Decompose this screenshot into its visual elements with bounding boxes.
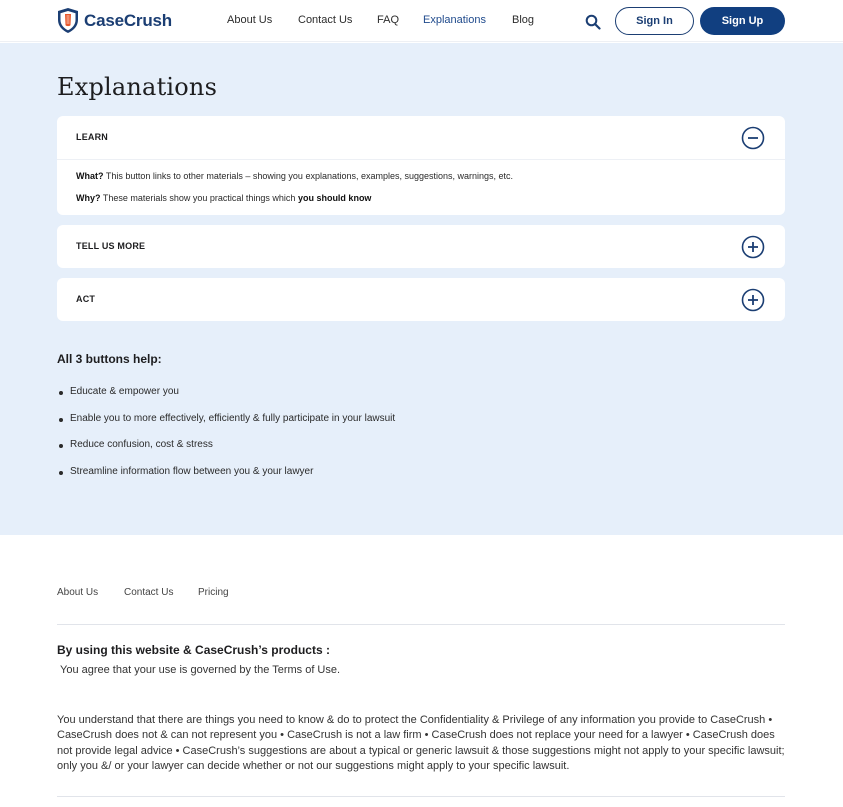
accordion-act-header[interactable] [57,278,785,321]
why-label: Why? [76,193,101,203]
footer-divider-bottom [57,796,785,797]
accordion-learn-header[interactable] [57,116,785,159]
accordion-tell-us-more-label: TELL US MORE [76,241,146,251]
list-item: Reduce confusion, cost & stress [57,439,395,466]
accordion-act-label: ACT [76,294,96,304]
brand-name: CaseCrush [84,10,172,30]
nav-contact-us[interactable]: Contact Us [298,14,353,26]
accordion-learn [57,116,785,215]
sign-up-button[interactable]: Sign Up [700,7,785,35]
nav-about-us[interactable]: About Us [227,14,273,26]
footer-link-pricing[interactable]: Pricing [198,587,229,598]
why-text: These materials show you practical things which [100,193,298,203]
list-item: Enable you to more effectively, efficiently & fully participate in your lawsuit [57,413,395,440]
accordion-act[interactable] [57,278,785,321]
brand-logo[interactable] [57,7,172,34]
help-list [57,386,395,492]
accordion-learn-label: LEARN [76,132,108,142]
nav-faq[interactable]: FAQ [377,14,400,26]
shield-logo-icon [57,7,79,34]
nav-explanations[interactable]: Explanations [423,14,486,26]
what-text: This button links to other materials – showing you explanations, examples, suggestions, warnings, etc. [103,171,514,181]
footer-divider [57,624,785,625]
footer-link-contact-us[interactable]: Contact Us [124,587,174,598]
minus-circle-icon[interactable] [741,126,765,150]
search-icon[interactable] [585,14,601,30]
disclaimer-paragraph: You understand that there are things you need to know & do to protect the Confidentiality & Privilege of any information you provide to CaseCrush • CaseCrush does not & can not represent you • CaseCrush is not a law firm • CaseCrush does not replace your need for a lawyer • CaseCrush does not provide legal advice • CaseCrush’s suggestions are about a typical or generic lawsuit & those suggestions might not apply to your specific lawsuit; only you &/ or your lawyer can decide whether or not our suggestions might apply to your specific lawsuit. [57,714,785,773]
help-title: All 3 buttons help: [57,352,162,366]
site-footer [0,535,843,807]
list-item: Educate & empower you [57,386,395,413]
what-line [76,171,766,182]
list-item: Streamline information flow between you & your lawyer [57,466,395,493]
sign-in-button[interactable]: Sign In [615,7,694,35]
why-line [76,193,766,204]
page-title: Explanations [57,73,218,101]
footer-link-about-us[interactable]: About Us [57,587,99,598]
why-emphasis: you should know [297,193,372,203]
plus-circle-icon[interactable] [741,235,765,259]
terms-agreement: You agree that your use is governed by the Terms of Use. [60,664,341,676]
accordion-tell-us-more[interactable] [57,225,785,268]
accordion-tell-us-more-header[interactable] [57,225,785,268]
footer-heading: By using this website & CaseCrush’s products : [57,643,330,657]
accordion-learn-body [57,159,785,215]
main-content [0,43,843,535]
plus-circle-icon[interactable] [741,288,765,312]
nav-blog[interactable]: Blog [512,14,535,26]
what-label: What? [76,171,104,181]
site-header [0,0,843,42]
